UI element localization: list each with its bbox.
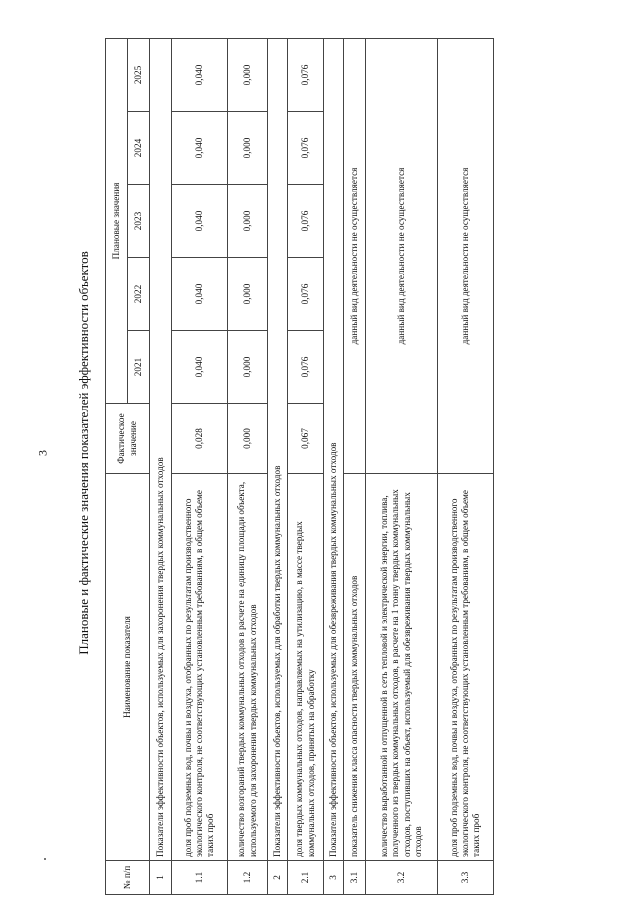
header-year: 2024	[128, 112, 150, 185]
indicator-name: доля проб подземных вод, почвы и воздуха, отобранных по результатам производственного экологического контроля, не соответствующих установленным требованиям, в общем объеме таких проб	[172, 474, 228, 861]
not-applicable-note: данный вид деятельности не осуществляется	[344, 38, 366, 473]
table-row	[288, 38, 324, 894]
plan-value: 0,040	[172, 185, 228, 258]
row-num: 3.3	[438, 861, 494, 895]
plan-value: 0,076	[288, 38, 324, 111]
indicator-name: доля проб подземных вод, почвы и воздуха, отобранных по результатам производственного экологического контроля, не соответствующих установленным требованиям, в общем объеме таких проб	[438, 474, 494, 861]
section-title: Показатели эффективности объектов, используемых для обработки твердых коммунальных отходов	[268, 38, 288, 860]
plan-value: 0,040	[172, 258, 228, 331]
header-year: 2023	[128, 185, 150, 258]
table-row	[366, 38, 438, 894]
fact-value: 0,000	[228, 404, 268, 474]
plan-value: 0,076	[288, 185, 324, 258]
not-applicable-note: данный вид деятельности не осуществляется	[366, 38, 438, 473]
scan-speck	[44, 858, 46, 860]
plan-value: 0,076	[288, 112, 324, 185]
plan-value: 0,000	[228, 258, 268, 331]
plan-value: 0,076	[288, 331, 324, 404]
section-title: Показатели эффективности объектов, используемых для захоронения твердых коммунальных отходов	[150, 38, 172, 860]
indicators-table-container	[105, 39, 482, 895]
row-num: 1	[150, 861, 172, 895]
row-num: 3.1	[344, 861, 366, 895]
header-year: 2025	[128, 38, 150, 111]
header-year: 2021	[128, 331, 150, 404]
plan-value: 0,000	[228, 331, 268, 404]
table-row	[344, 38, 366, 894]
plan-value: 0,040	[172, 38, 228, 111]
row-num: 3.2	[366, 861, 438, 895]
document-title: Плановые и фактические значения показателей эффективности объектов	[76, 251, 91, 655]
indicator-name: количество возгораний твердых коммунальных отходов в расчете на единицу площади объекта, используемого для захоронения твердых коммунальных отходов	[228, 474, 268, 861]
indicators-table	[105, 38, 494, 895]
header-name: Наименование показателя	[106, 474, 150, 861]
table-row	[324, 38, 344, 894]
table-row	[228, 38, 268, 894]
page-number: 3	[35, 450, 50, 456]
table-row	[150, 38, 172, 894]
header-year: 2022	[128, 258, 150, 331]
not-applicable-note: данный вид деятельности не осуществляется	[438, 38, 494, 473]
row-num: 1.1	[172, 861, 228, 895]
row-num: 3	[324, 861, 344, 895]
fact-value: 0,028	[172, 404, 228, 474]
table-row	[172, 38, 228, 894]
header-plan: Плановые значения	[106, 38, 128, 403]
table-row	[268, 38, 288, 894]
plan-value: 0,000	[228, 38, 268, 111]
indicator-name: количество выработанной и отпущенной в сеть тепловой и электрической энергии, топлива, полученного из твердых коммунальных отходов, в расчете на 1 тонну твердых коммунальных отходов, поступивших на объект, используемый для обезвреживания твердых коммунальных отходов	[366, 474, 438, 861]
fact-value: 0,067	[288, 404, 324, 474]
row-num: 2.1	[288, 861, 324, 895]
plan-value: 0,076	[288, 258, 324, 331]
header-fact: Фактическое значение	[106, 404, 150, 474]
table-row	[438, 38, 494, 894]
plan-value: 0,040	[172, 112, 228, 185]
plan-value: 0,040	[172, 331, 228, 404]
row-num: 2	[268, 861, 288, 895]
indicator-name: показатель снижения класса опасности твердых коммунальных отходов	[344, 474, 366, 861]
plan-value: 0,000	[228, 185, 268, 258]
plan-value: 0,000	[228, 112, 268, 185]
indicator-name: доля твердых коммунальных отходов, направляемых на утилизацию, в массе твердых коммунальных отходов, принятых на обработку	[288, 474, 324, 861]
section-title: Показатели эффективности объектов, используемых для обезвреживания твердых коммунальных отходов	[324, 38, 344, 860]
row-num: 1.2	[228, 861, 268, 895]
header-num: № п/п	[106, 861, 150, 895]
